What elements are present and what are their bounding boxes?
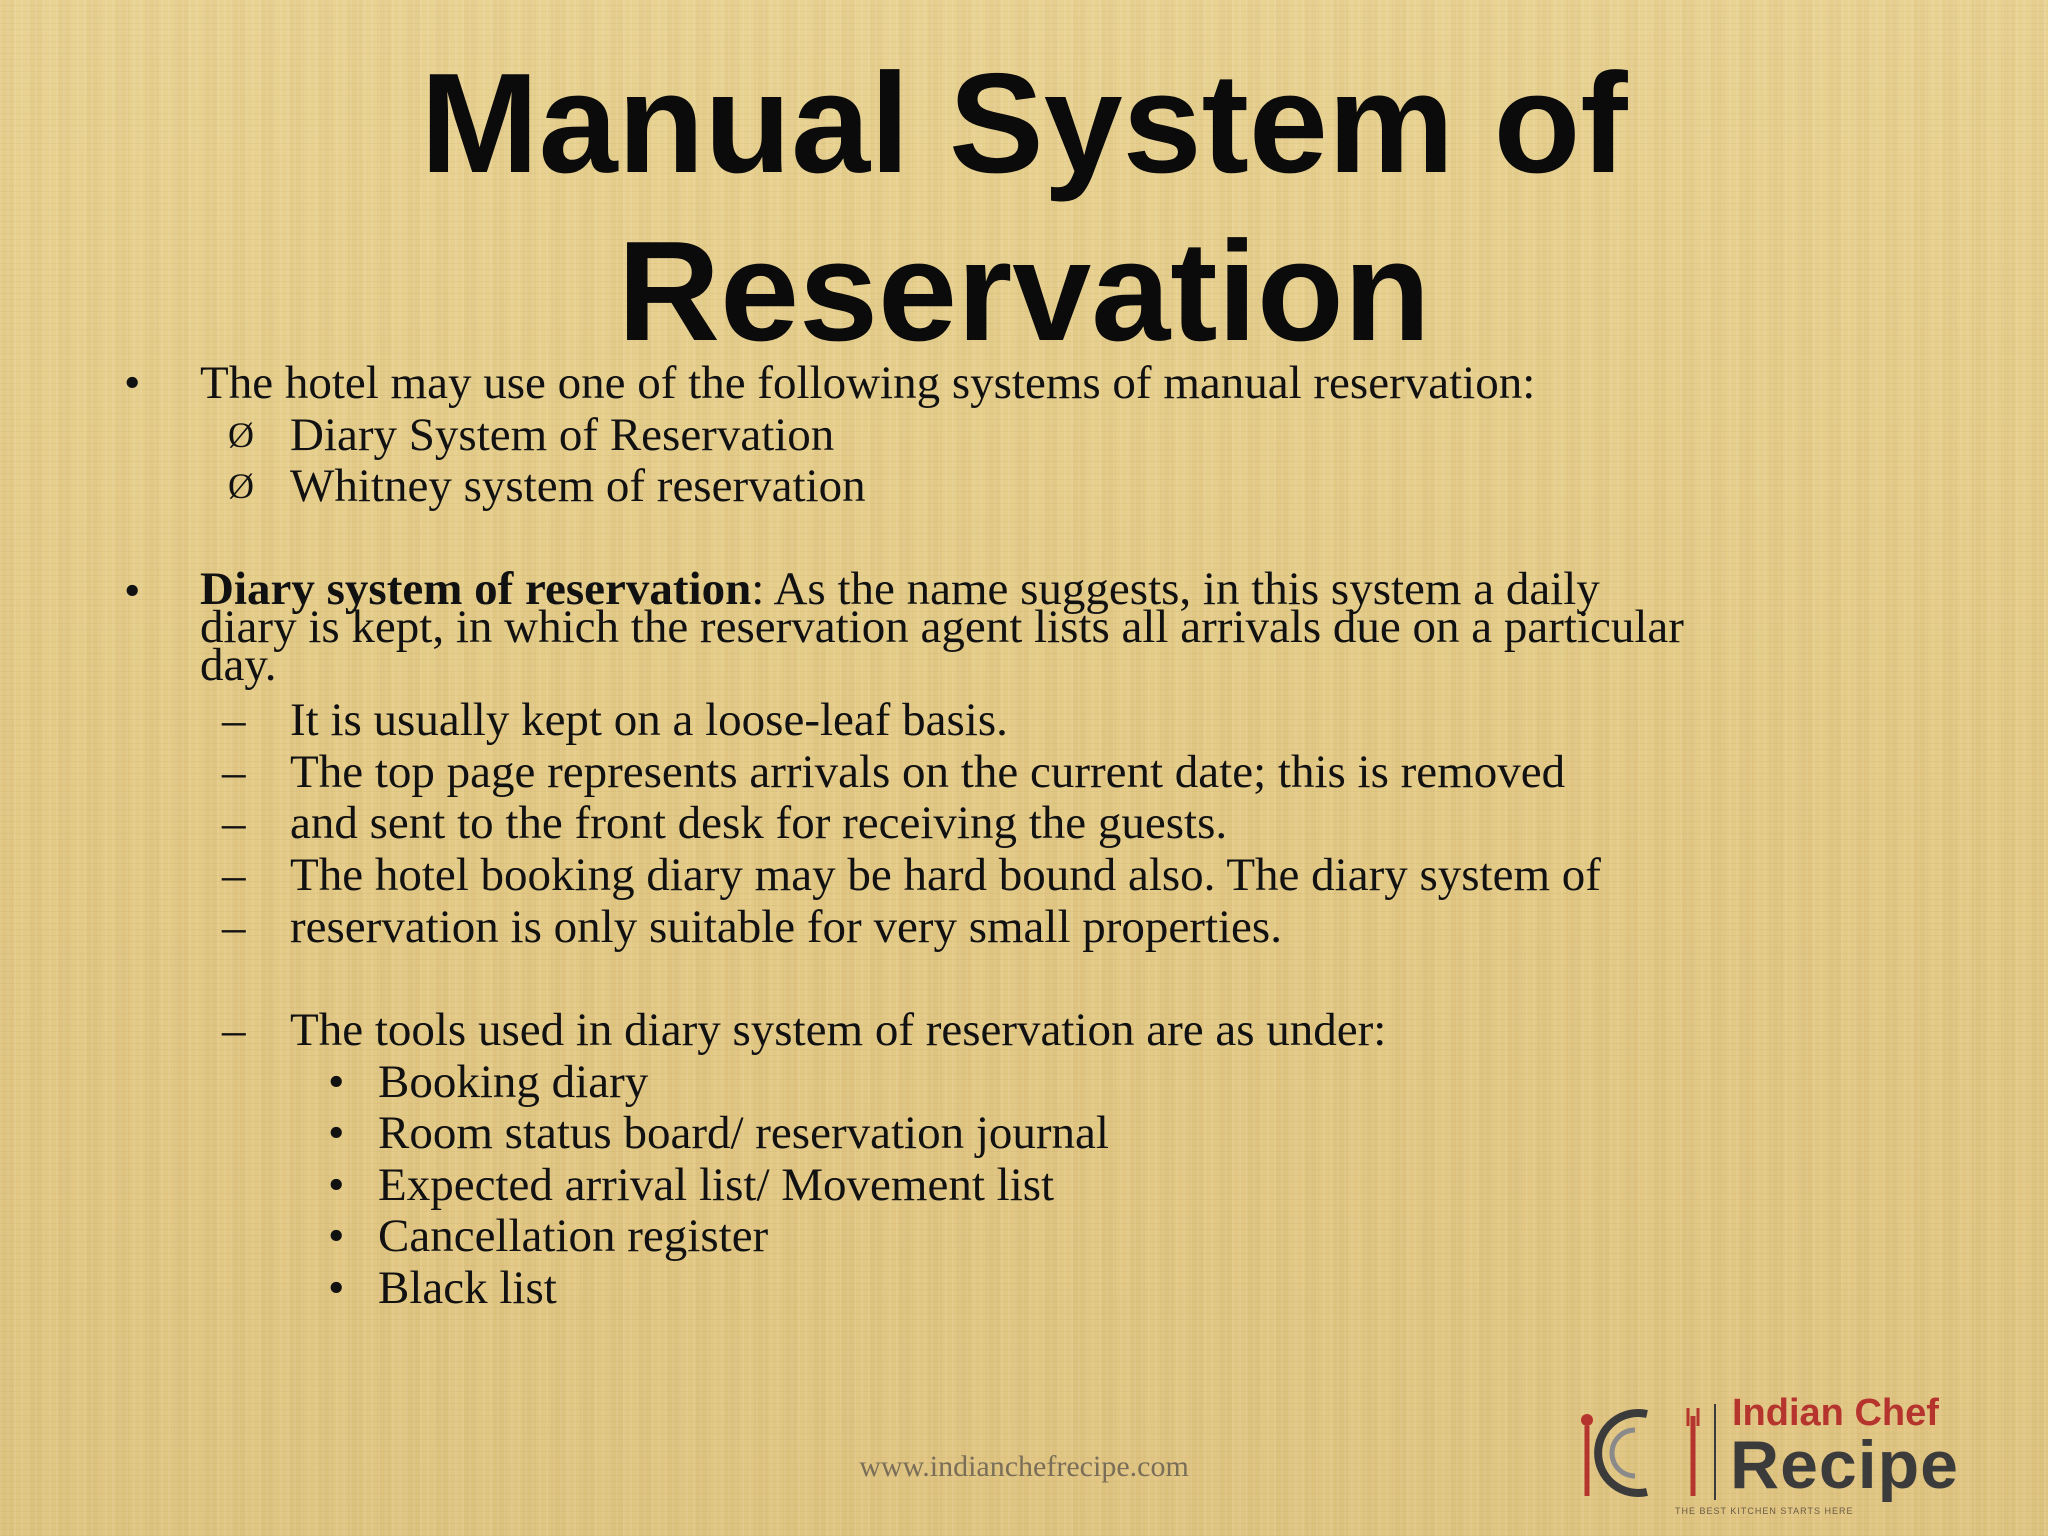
footer-url: www.indianchefrecipe.com bbox=[859, 1450, 1189, 1483]
dash-marker: – bbox=[222, 901, 246, 953]
logo-text-top: Indian Chef bbox=[1732, 1392, 1939, 1434]
tool-bullet: • bbox=[328, 1159, 345, 1211]
dash-marker: – bbox=[222, 1004, 246, 1056]
diary-intro-rest: : As the name suggests, in this system a daily bbox=[751, 563, 1600, 615]
dash-marker: – bbox=[222, 694, 246, 746]
tool-item: Expected arrival list/ Movement list bbox=[378, 1159, 1055, 1211]
system-item: Diary System of Reservation bbox=[290, 409, 835, 461]
arrow-bullet-icon: Ø bbox=[228, 466, 254, 506]
diary-point: and sent to the front desk for receiving the guests. bbox=[290, 797, 1228, 849]
tool-item: Room status board/ reservation journal bbox=[378, 1107, 1109, 1159]
dash-marker: – bbox=[222, 746, 246, 798]
diary-paragraph-line-3: day. bbox=[200, 639, 277, 691]
system-item: Whitney system of reservation bbox=[290, 460, 866, 512]
tools-intro: The tools used in diary system of reservation are as under: bbox=[290, 1004, 1387, 1056]
dash-marker: – bbox=[222, 849, 246, 901]
logo-tagline: THE BEST KITCHEN STARTS HERE bbox=[1675, 1506, 1854, 1516]
chef-spoon-fork-icon bbox=[1575, 1396, 1725, 1506]
tool-item: Black list bbox=[378, 1262, 557, 1314]
tool-bullet: • bbox=[328, 1107, 345, 1159]
arrow-bullet-icon: Ø bbox=[228, 415, 254, 455]
title-line-1: Manual System of bbox=[420, 44, 1628, 203]
title-line-2: Reservation bbox=[617, 212, 1431, 371]
bullet-marker: • bbox=[124, 357, 141, 409]
bullet-marker: • bbox=[124, 565, 141, 617]
tool-item: Booking diary bbox=[378, 1056, 649, 1108]
slide-title bbox=[0, 40, 2048, 376]
tool-bullet: • bbox=[328, 1056, 345, 1108]
diary-heading: Diary system of reservation bbox=[200, 563, 752, 615]
intro-text: The hotel may use one of the following systems of manual reservation: bbox=[200, 357, 1536, 409]
tool-bullet: • bbox=[328, 1262, 345, 1314]
diary-point: reservation is only suitable for very small properties. bbox=[290, 901, 1282, 953]
tool-bullet: • bbox=[328, 1210, 345, 1262]
tool-item: Cancellation register bbox=[378, 1210, 769, 1262]
logo-text-main: Recipe bbox=[1730, 1427, 1959, 1503]
diary-point: The top page represents arrivals on the current date; this is removed bbox=[290, 746, 1566, 798]
dash-marker: – bbox=[222, 797, 246, 849]
diary-point: It is usually kept on a loose-leaf basis. bbox=[290, 694, 1008, 746]
diary-paragraph-line-2: diary is kept, in which the reservation agent lists all arrivals due on a particular bbox=[200, 601, 1684, 653]
diary-point: The hotel booking diary may be hard bound also. The diary system of bbox=[290, 849, 1601, 901]
brand-logo bbox=[1575, 1392, 2015, 1516]
